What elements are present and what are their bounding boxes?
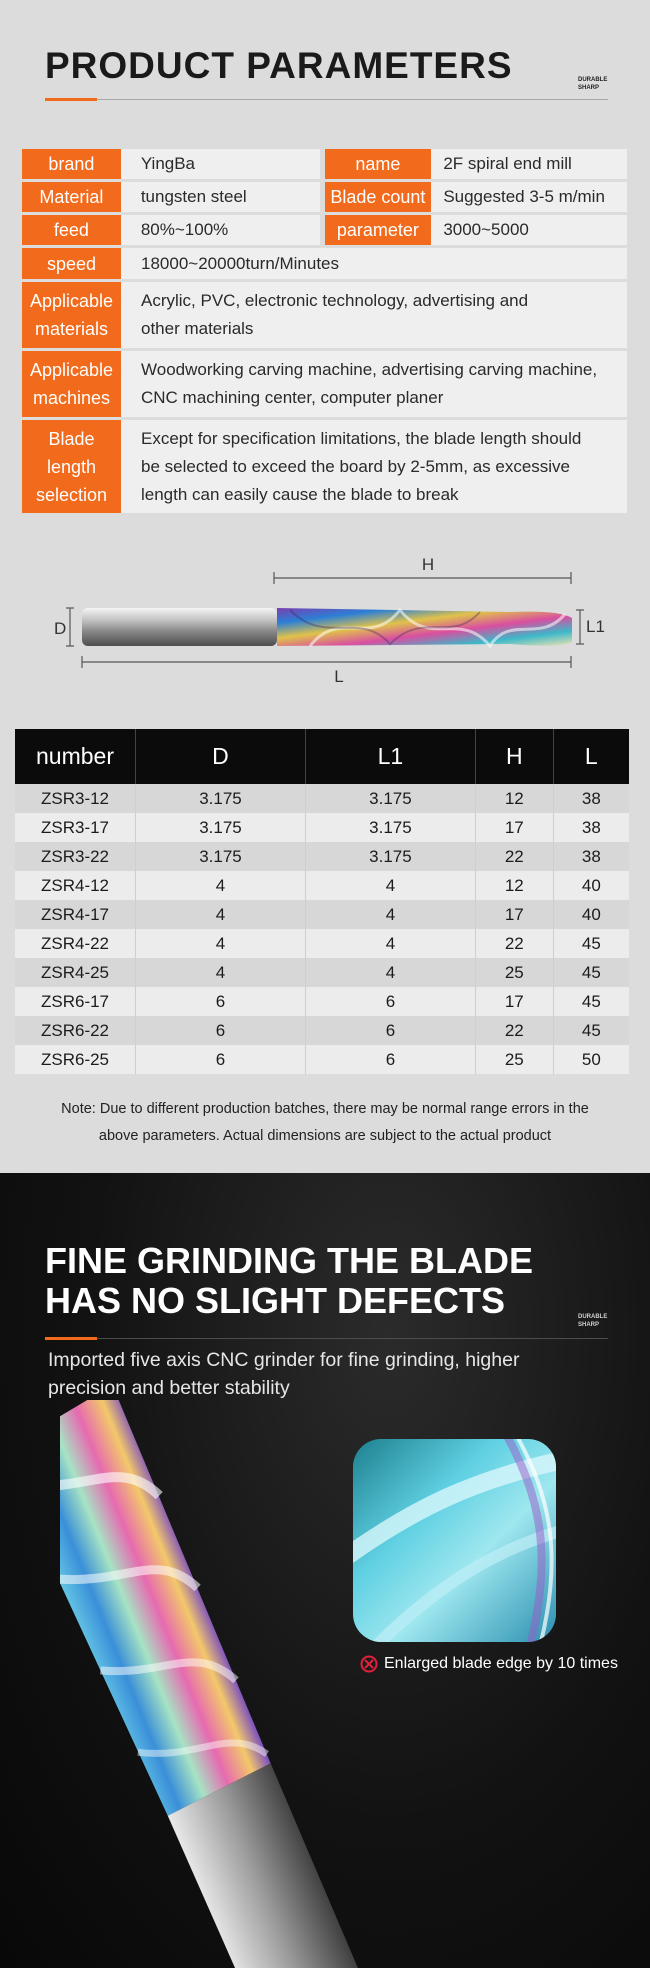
title-divider <box>45 99 608 100</box>
param-value: 2F spiral end mill <box>431 149 627 179</box>
param-value: Acrylic, PVC, electronic technology, advertising and other materials <box>121 282 627 348</box>
table-cell: 38 <box>553 784 629 813</box>
param-label: Applicable materials <box>22 282 121 348</box>
param-row-machines <box>22 351 627 417</box>
specification-table <box>15 729 629 1074</box>
param-row-blade-length <box>22 420 627 513</box>
table-cell: 6 <box>136 1016 306 1045</box>
l1-label: L1 <box>586 617 605 636</box>
table-cell: 45 <box>553 958 629 987</box>
table-cell: 6 <box>136 1045 306 1074</box>
table-cell: 6 <box>305 1045 475 1074</box>
table-cell: 3.175 <box>305 842 475 871</box>
table-cell: 3.175 <box>305 813 475 842</box>
table-cell: ZSR6-25 <box>15 1045 136 1074</box>
table-cell: 22 <box>475 1016 553 1045</box>
table-cell: ZSR6-17 <box>15 987 136 1016</box>
zoom-caption <box>360 1655 618 1673</box>
table-cell: 12 <box>475 784 553 813</box>
table-cell: 17 <box>475 900 553 929</box>
param-value: tungsten steel <box>121 182 320 212</box>
tool-shank <box>82 608 277 646</box>
table-cell: 17 <box>475 987 553 1016</box>
param-row-speed <box>22 248 627 279</box>
table-cell: 17 <box>475 813 553 842</box>
blade-edge-zoom-image <box>353 1439 556 1642</box>
table-cell: 40 <box>553 900 629 929</box>
table-cell: ZSR3-17 <box>15 813 136 842</box>
zoom-caption-text: Enlarged blade edge by 10 times <box>384 1655 618 1672</box>
table-cell: 12 <box>475 871 553 900</box>
table-cell: 4 <box>305 900 475 929</box>
param-label: brand <box>22 149 121 179</box>
table-cell: ZSR4-17 <box>15 900 136 929</box>
table-cell: 4 <box>136 929 306 958</box>
table-cell: 3.175 <box>305 784 475 813</box>
table-row <box>15 813 629 842</box>
target-icon <box>360 1655 378 1673</box>
end-mill-dimension-diagram <box>40 548 620 688</box>
parameter-table <box>22 149 627 516</box>
param-label: Blade count <box>325 182 432 212</box>
table-cell: ZSR4-25 <box>15 958 136 987</box>
h-label: H <box>421 555 435 574</box>
table-row <box>15 929 629 958</box>
table-cell: ZSR4-22 <box>15 929 136 958</box>
table-cell: 25 <box>475 958 553 987</box>
table-cell: 25 <box>475 1045 553 1074</box>
spec-header-l: L <box>553 729 629 784</box>
param-label: feed <box>22 215 121 245</box>
table-cell: 45 <box>553 987 629 1016</box>
param-value: 3000~5000 <box>431 215 627 245</box>
table-cell: 40 <box>553 871 629 900</box>
spec-header-h: H <box>475 729 553 784</box>
grinding-subtitle: Imported five axis CNC grinder for fine grinding, higher precision and better stability <box>48 1349 520 1399</box>
table-cell: ZSR3-12 <box>15 784 136 813</box>
table-cell: 4 <box>136 900 306 929</box>
table-row <box>15 842 629 871</box>
d-label: D <box>54 619 67 638</box>
param-value: 80%~100% <box>121 215 320 245</box>
table-cell: 4 <box>305 958 475 987</box>
title-accent-bar-dark <box>45 1337 97 1340</box>
spec-header-d: D <box>136 729 306 784</box>
param-label: Material <box>22 182 121 212</box>
table-cell: 38 <box>553 813 629 842</box>
table-cell: 4 <box>136 871 306 900</box>
param-value: Suggested 3-5 m/min <box>431 182 627 212</box>
spec-header-l1: L1 <box>305 729 475 784</box>
table-cell: 3.175 <box>136 813 306 842</box>
spec-header-number: number <box>15 729 136 784</box>
table-cell: 6 <box>305 987 475 1016</box>
table-cell: 22 <box>475 842 553 871</box>
table-cell: 6 <box>136 987 306 1016</box>
table-cell: 45 <box>553 1016 629 1045</box>
table-cell: 4 <box>305 929 475 958</box>
table-row <box>15 1045 629 1074</box>
param-row-materials <box>22 282 627 348</box>
param-value: YingBa <box>121 149 320 179</box>
table-row <box>15 987 629 1016</box>
param-value: 18000~20000turn/Minutes <box>121 248 627 279</box>
param-value: Except for specification limitations, the blade length should be selected to exceed the board by 2-5mm, as excessive length can easily cause the blade to break <box>121 420 627 513</box>
title-accent-bar <box>45 98 97 101</box>
parameters-title: PRODUCT PARAMETERS <box>45 45 513 86</box>
table-cell: 50 <box>553 1045 629 1074</box>
table-row <box>15 1016 629 1045</box>
title-divider-dark <box>45 1338 608 1339</box>
param-row-brand <box>22 149 627 179</box>
table-row <box>15 900 629 929</box>
param-label: Blade length selection <box>22 420 121 513</box>
table-cell: 6 <box>305 1016 475 1045</box>
param-label: parameter <box>325 215 432 245</box>
param-label: name <box>325 149 432 179</box>
spec-header-row <box>15 729 629 784</box>
table-cell: ZSR3-22 <box>15 842 136 871</box>
grinding-title: FINE GRINDING THE BLADE HAS NO SLIGHT DEFECTS <box>45 1240 534 1321</box>
dimension-note: Note: Due to different production batches, there may be normal range errors in the above parameters. Actual dimensions are subject to the actual product <box>61 1101 589 1144</box>
table-cell: 22 <box>475 929 553 958</box>
param-row-feed <box>22 215 627 245</box>
table-cell: ZSR6-22 <box>15 1016 136 1045</box>
param-label: speed <box>22 248 121 279</box>
table-cell: ZSR4-12 <box>15 871 136 900</box>
table-row <box>15 871 629 900</box>
table-row <box>15 784 629 813</box>
table-cell: 4 <box>136 958 306 987</box>
table-cell: 45 <box>553 929 629 958</box>
param-value: Woodworking carving machine, advertising carving machine, CNC machining center, computer planer <box>121 351 627 417</box>
durable-sharp-tag-dark: DURABLE SHARP <box>578 1314 608 1328</box>
table-cell: 4 <box>305 871 475 900</box>
durable-sharp-tag: DURABLE SHARP <box>578 77 608 91</box>
l-label: L <box>334 667 344 686</box>
table-row <box>15 958 629 987</box>
table-cell: 38 <box>553 842 629 871</box>
table-cell: 3.175 <box>136 842 306 871</box>
param-row-material <box>22 182 627 212</box>
param-label: Applicable machines <box>22 351 121 417</box>
table-cell: 3.175 <box>136 784 306 813</box>
